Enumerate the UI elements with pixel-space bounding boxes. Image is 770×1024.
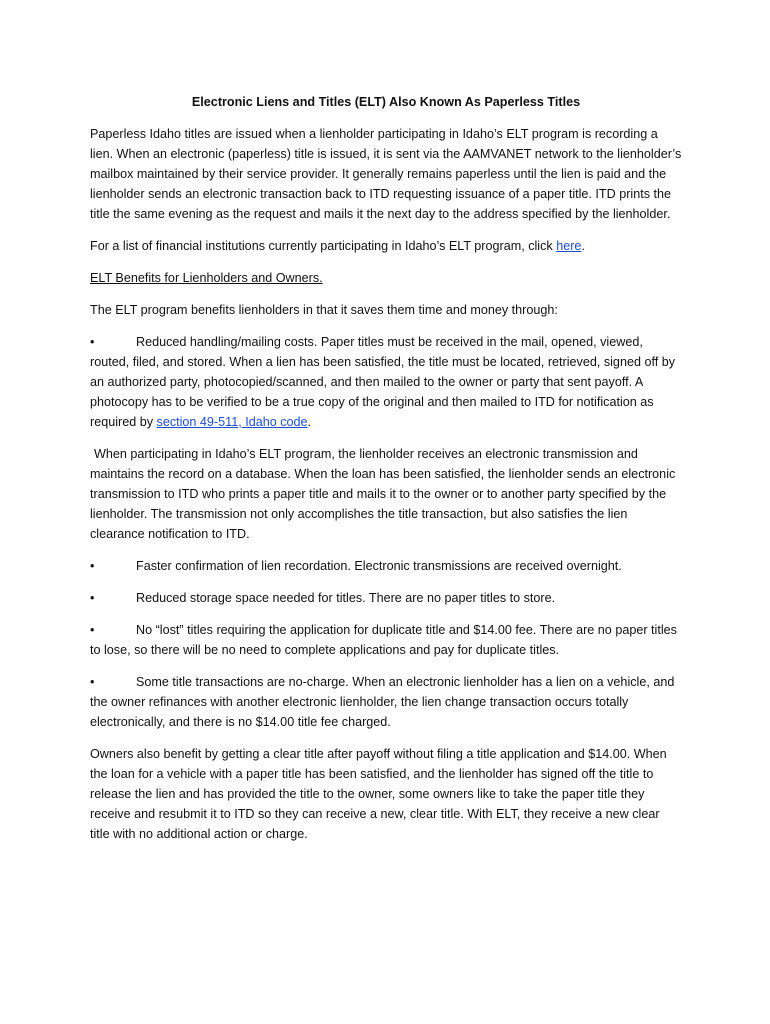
bullet-text: No “lost” titles requiring the application for duplicate title and $14.00 fee. There are no paper titles to lose, so there will be no need to complete applications and pay for duplicate titles. [90, 623, 677, 657]
bullet-icon: • [90, 591, 95, 605]
bullet-item-faster [90, 556, 682, 576]
bullet-text: Faster confirmation of lien recordation. Electronic transmissions are received overnight. [136, 559, 622, 573]
participants-paragraph [90, 236, 682, 256]
bullet-icon: • [90, 559, 95, 573]
document-body [90, 92, 682, 856]
page-title: Electronic Liens and Titles (ELT) Also Known As Paperless Titles [191, 95, 581, 109]
participants-text: For a list of financial institutions currently participating in Idaho’s ELT program, click [90, 239, 557, 253]
owners-paragraph: Owners also benefit by getting a clear title after payoff without filing a title application and $14.00. When the loan for a vehicle with a paper title has been satisfied, and the lienholder has signed off the title to release the lien and has provided the title to the owner, some owners like to take the paper title they receive and resubmit it to ITD so they can receive a new, clear title. With ELT, they receive a new clear title with no additional action or charge. [90, 747, 667, 841]
bullet-item-storage [90, 588, 682, 608]
benefits-heading: ELT Benefits for Lienholders and Owners. [90, 271, 323, 285]
participants-link[interactable]: here [556, 239, 582, 253]
bullet-item-no-charge [90, 672, 682, 732]
bullet-icon: • [90, 623, 95, 637]
bullet-icon: • [90, 335, 95, 349]
bullet-text: Some title transactions are no-charge. When an electronic lienholder has a lien on a vehicle, and the owner refinances with another electronic lienholder, the lien change transaction occurs totally electronically, and there is no $14.00 title fee charged. [90, 675, 675, 729]
participating-paragraph: When participating in Idaho’s ELT program, the lienholder receives an electronic transmission and maintains the record on a database. When the loan has been satisfied, the lienholder sends an electronic transmission to ITD who prints a paper title and mails it to the owner or to another party specified by the lienholder. The transmission not only accomplishes the title transaction, but also satisfies the lien clearance notification to ITD. [90, 447, 676, 541]
idaho-code-link[interactable]: section 49-511, Idaho code [156, 415, 308, 429]
bullet-item-lost-titles [90, 620, 682, 660]
bullet-suffix: . [307, 415, 312, 429]
bullet-text: Reduced storage space needed for titles. There are no paper titles to store. [136, 591, 556, 605]
bullet-item-handling [90, 332, 682, 432]
participants-suffix: . [581, 239, 585, 253]
intro-paragraph: Paperless Idaho titles are issued when a lienholder participating in Idaho’s ELT program is recording a lien. When an electronic (paperless) title is issued, it is sent via the AAMVANET network to the lienholder’s mailbox maintained by their service provider. It generally remains paperless until the lien is paid and the lienholder sends an electronic transaction back to ITD requesting issuance of a paper title. ITD prints the title the same evening as the request and mails it the next day to the address specified by the lienholder. [90, 127, 682, 221]
benefits-intro: The ELT program benefits lienholders in that it saves them time and money through: [90, 303, 558, 317]
bullet-text: Reduced handling/mailing costs. Paper titles must be received in the mail, opened, viewed, routed, filed, and stored. When a lien has been satisfied, the title must be located, retrieved, signed off by an authorized party, photocopied/scanned, and then mailed to the owner or party that sent payoff. A photocopy has to be verified to be a true copy of the original and then mailed to ITD for notification as required by [90, 335, 676, 429]
bullet-icon: • [90, 675, 95, 689]
